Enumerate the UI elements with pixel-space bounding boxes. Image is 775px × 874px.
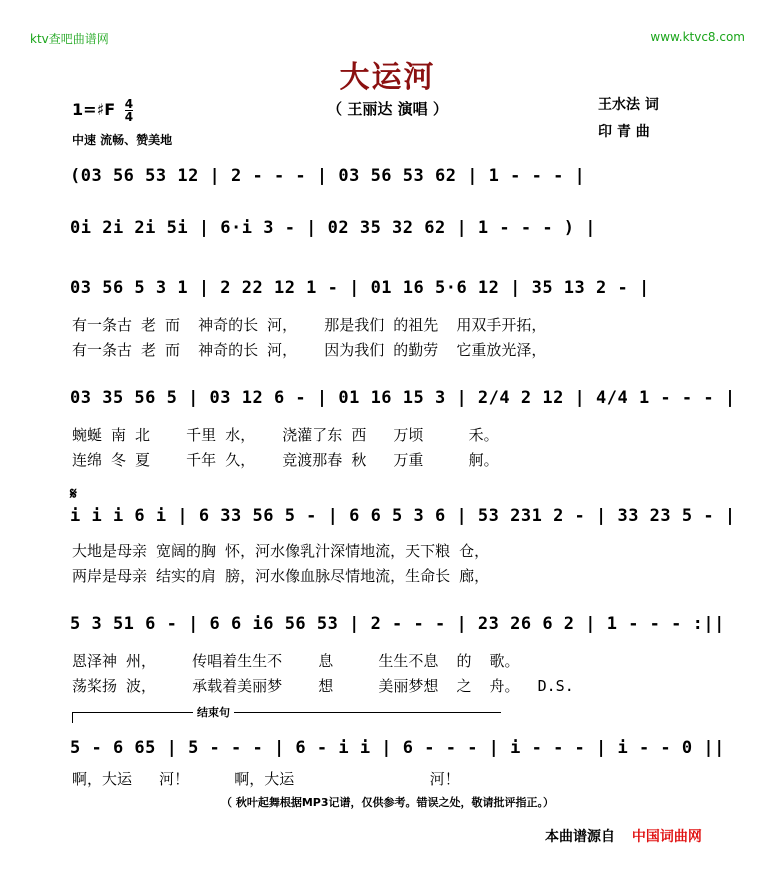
- composer: 印 青 曲: [598, 124, 650, 140]
- notation-line: i i i 6 i | 6 33 56 5 - | 6 6 5 3 6 | 53 231 2 - | 33 23 5 - |: [70, 506, 736, 526]
- site-label-right: www.ktvc8.com: [650, 30, 745, 44]
- notation-line: 5 3 51 6 - | 6 6 i6 56 53 | 2 - - - | 23 26 6 2 | 1 - - - :||: [70, 614, 725, 634]
- time-top: 4: [124, 97, 134, 111]
- time-signature: [125, 98, 133, 123]
- lyric-line: 有一条古 老 而 神奇的长 河， 因为我们 的勤劳 它重放光泽，: [72, 341, 547, 359]
- notation-line: 03 56 5 3 1 | 2 22 12 1 - | 01 16 5·6 12 | 35 13 2 - |: [70, 278, 650, 298]
- notation-line: (03 56 53 12 | 2 - - - | 03 56 53 62 | 1 - - - |: [70, 166, 586, 186]
- watermark-left: [0, 0, 18, 874]
- lyric-line: 大地是母亲 宽阔的胸 怀，河水像乳汁深情地流，天下粮 仓，: [72, 542, 490, 560]
- lyric-line: 荡桨扬 波， 承载着美丽梦 想 美丽梦想 之 舟。 D.S.: [72, 677, 574, 695]
- source-credit: [545, 826, 702, 846]
- site-label-left: ktv查吧曲谱网: [30, 32, 109, 46]
- time-bottom: 4: [124, 110, 134, 124]
- notation-line: 5 - 6 65 | 5 - - - | 6 - i i | 6 - - - | i - - - | i - - 0 ||: [70, 738, 725, 758]
- watermark-right: [757, 0, 775, 874]
- finale-bracket: [72, 706, 501, 723]
- lyric-line: 两岸是母亲 结实的肩 膀，河水像血脉尽情地流，生命长 廊，: [72, 567, 490, 585]
- finale-label: 结束句: [193, 704, 234, 720]
- credits: [598, 92, 659, 146]
- segno-sign: 𝄋: [70, 484, 77, 503]
- lyric-line: 有一条古 老 而 神奇的长 河， 那是我们 的祖先 用双手开拓，: [72, 316, 547, 334]
- key-value: 1=♯F: [72, 100, 116, 119]
- source-site-link[interactable]: 中国词曲网: [631, 829, 702, 845]
- lyric-line: 啊，大运 河！ 啊，大运 河！: [72, 770, 460, 788]
- tempo-marking: 中速 流畅、赞美地: [72, 133, 173, 147]
- footnote: （ 秋叶起舞根据MP3记谱，仅供参考。错误之处，敬请批评指正。）: [221, 796, 554, 809]
- lyric-line: 连绵 冬 夏 千年 久， 竞渡那春 秋 万重 舸。: [72, 451, 499, 469]
- source-label: 本曲谱源自: [545, 829, 615, 845]
- notation-line: 03 35 56 5 | 03 12 6 - | 01 16 15 3 | 2/4 2 12 | 4/4 1 - - - |: [70, 388, 736, 408]
- lyric-line: 恩泽神 州， 传唱着生生不 息 生生不息 的 歌。: [72, 652, 520, 670]
- lyric-line: 蜿蜒 南 北 千里 水， 浇灌了东 西 万顷 禾。: [72, 426, 499, 444]
- notation-line: 0i 2i 2i 5i | 6·i 3 - | 02 35 32 62 | 1 - - - ) |: [70, 218, 597, 238]
- song-title: 大运河: [339, 60, 436, 95]
- key-signature: [72, 98, 133, 123]
- singer: （ 王丽达 演唱 ）: [327, 100, 448, 118]
- lyricist: 王水法 词: [598, 97, 659, 113]
